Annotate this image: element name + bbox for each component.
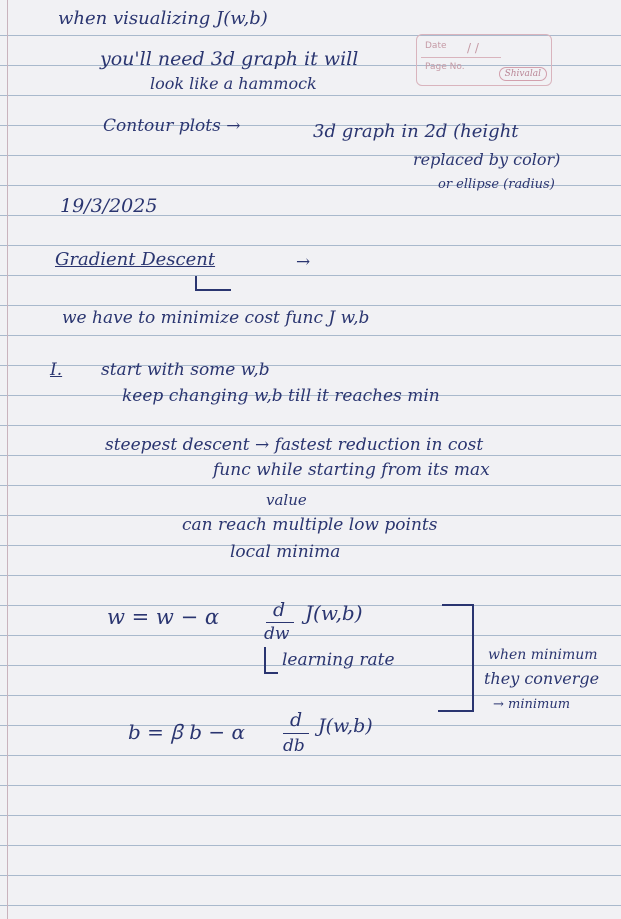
date-slashes: / / — [467, 41, 479, 55]
learning-rate-pointer-stem — [264, 647, 266, 673]
heading-bracket-stem — [195, 276, 197, 290]
steepest-line-2: func while starting from its max — [213, 460, 490, 480]
eq-w-right: J(w,b) — [305, 601, 363, 625]
steepest-line-1: steepest descent → fastest reduction in cost — [105, 435, 484, 455]
steepest-line-3: value — [266, 491, 307, 509]
side-note-3: → minimum — [493, 697, 571, 712]
loop-right — [472, 604, 474, 712]
step-marker: I. — [50, 360, 63, 380]
multiple-low-points: can reach multiple low points — [182, 515, 438, 535]
heading-bracket-base — [195, 289, 231, 291]
minimize-note: we have to minimize cost func J w,b — [62, 308, 370, 328]
contour-title: Contour plots → — [103, 116, 241, 136]
gradient-descent-heading: Gradient Descent — [55, 249, 216, 270]
step-2: keep changing w,b till it reaches min — [122, 386, 440, 406]
brand-logo: Shivalal — [499, 67, 547, 81]
local-minima: local minima — [230, 542, 341, 562]
date-written: 19/3/2025 — [60, 195, 158, 217]
page-no-label: Page No. — [425, 62, 465, 72]
eq-w-dw: dw — [264, 624, 290, 644]
heading-arrow: → — [296, 252, 311, 272]
eq-b-d: d — [290, 709, 303, 731]
eq-b-right: J(w,b) — [318, 715, 373, 737]
loop-bottom — [438, 710, 474, 712]
side-note-1: when minimum — [488, 647, 598, 663]
contour-def-3: or ellipse (radius) — [438, 177, 555, 192]
date-label: Date — [425, 41, 447, 51]
eq-w-d: d — [273, 599, 286, 621]
note-line-3: look like a hammock — [150, 74, 317, 93]
step-1: start with some w,b — [101, 360, 270, 380]
side-note-2: they converge — [484, 669, 600, 688]
eq-b-fraction-bar — [283, 733, 309, 734]
contour-def-2: replaced by color) — [413, 150, 561, 169]
eq-b-db: db — [283, 736, 305, 756]
note-line-2: you'll need 3d graph it will — [100, 48, 359, 70]
eq-b-left: b = ꞵ b − α — [128, 720, 246, 744]
loop-top — [442, 604, 474, 606]
date-divider — [421, 57, 501, 58]
note-line-1: when visualizing J(w,b) — [58, 8, 268, 29]
date-page-box — [416, 34, 552, 86]
learning-rate-label: learning rate — [282, 650, 395, 670]
contour-def-1: 3d graph in 2d (height — [313, 121, 519, 142]
learning-rate-pointer-base — [264, 672, 278, 674]
margin-line — [7, 0, 8, 919]
eq-w-fraction-bar — [266, 622, 294, 623]
eq-w-left: w = w − α — [107, 605, 220, 629]
